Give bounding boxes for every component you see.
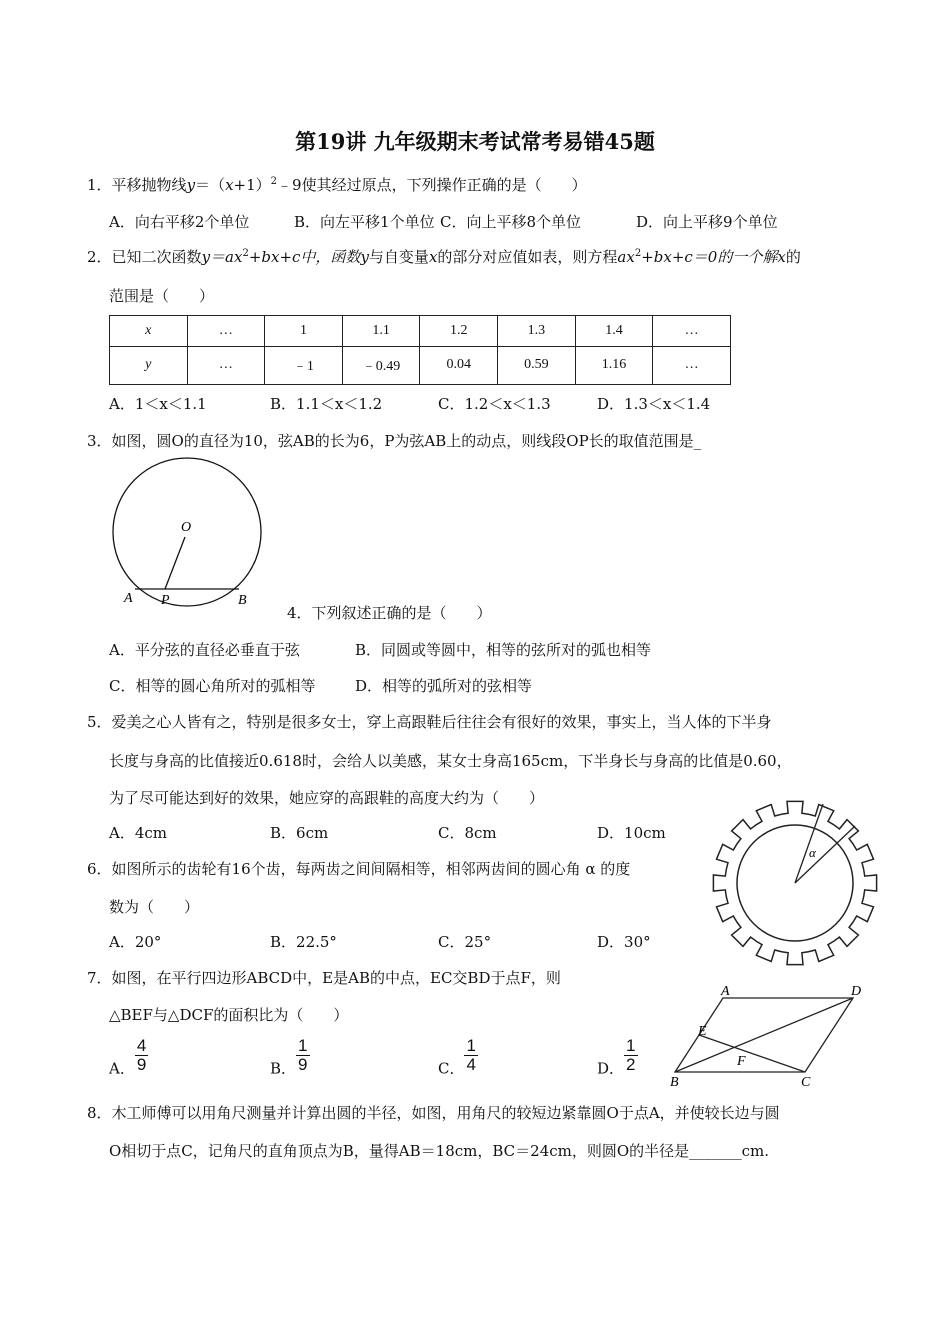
label-b: B [670,1075,679,1090]
q2-option-c[interactable]: C．1.2＜x＜1.3 [438,395,551,413]
formula: y＝ax [201,248,243,266]
fraction: $\frac{1}{9}$ [298,1036,308,1074]
var-x: x [777,248,786,266]
table-cell: 1.1 [342,316,420,347]
table-cell: ﹣0.49 [342,346,420,384]
formula-rest: +bx+c＝0的一个解 [641,248,778,266]
label-a: A [721,984,730,999]
q1-option-b[interactable]: B．向左平移1个单位 [294,213,435,231]
label-d: D [851,984,862,999]
question-5 [87,711,772,732]
question-5-line2: 长度与身高的比值接近0.618时，会给人以美感，某女士身高165cm，下半身长与身高的比值是0.60， [109,752,792,770]
q7-option-d[interactable]: D． $\frac{1}{2}$ [597,1036,636,1078]
question-text: ﹣9使其经过原点，下列操作正确的是（ ） [277,176,587,194]
question-6 [87,858,630,879]
question-text: 平移抛物线 [111,176,187,194]
q7-option-a[interactable]: A． $\frac{4}{9}$ [109,1036,147,1078]
table-cell: x [110,316,188,347]
q5-option-d[interactable]: D．10cm [597,824,666,842]
q5-option-a[interactable]: A．4cm [109,824,168,842]
q6-option-c[interactable]: C．25° [438,933,492,951]
table-cell: … [187,346,265,384]
label-b: B [238,593,247,608]
parallelogram-diagram [665,982,875,1092]
q6-option-a[interactable]: A．20° [109,933,162,951]
fraction: $\frac{1}{2}$ [626,1036,636,1074]
question-text: 已知二次函数 [111,248,202,266]
question-number: 1． [87,176,112,194]
table-cell: 1.4 [575,316,653,347]
q4-option-c[interactable]: C．相等的圆心角所对的弧相等 [109,677,316,695]
question-4 [287,602,492,623]
var-x: x [225,176,234,194]
table-cell: 1.16 [575,346,653,384]
q1-option-a[interactable]: A．向右平移2个单位 [109,213,250,231]
question-text: 如图，在平行四边形ABCD中，E是AB的中点，EC交BD于点F，则 [111,969,561,987]
question-7 [87,967,561,988]
question-number: 8． [87,1104,112,1122]
question-5-line3: 为了尽可能达到好的效果，她应穿的高跟鞋的高度大约为（ ） [109,789,545,807]
question-text: ＝（ [195,176,226,194]
formula: ax [617,248,635,266]
question-6-line2: 数为（ ） [109,898,200,916]
exponent: 2 [634,248,642,259]
label-p: P [161,593,170,608]
exponent: 2 [242,248,249,259]
label-alpha: α [809,845,816,860]
q2-option-d[interactable]: D．1.3＜x＜1.4 [597,395,711,413]
q4-option-d[interactable]: D．相等的弧所对的弦相等 [355,677,533,695]
question-number: 5． [87,713,112,731]
question-number: 4． [287,604,312,622]
question-text: 如图所示的齿轮有16个齿，每两齿之间间隔相等，相邻两齿间的圆心角 α 的度 [111,860,631,878]
page-title: 第19讲 九年级期末考试常考易错45题 [295,129,655,154]
question-number: 6． [87,860,112,878]
q4-option-b[interactable]: B．同圆或等圆中，相等的弦所对的弧也相等 [355,641,652,659]
table-cell: 0.59 [498,346,576,384]
var-y: y [186,176,196,194]
q6-option-b[interactable]: B．22.5° [270,933,337,951]
q1-option-c[interactable]: C．向上平移8个单位 [440,213,582,231]
question-8 [87,1102,780,1123]
q1-option-d[interactable]: D．向上平移9个单位 [636,213,778,231]
q7-option-c[interactable]: C． $\frac{1}{4}$ [438,1036,476,1078]
q6-option-d[interactable]: D．30° [597,933,651,951]
question-number: 7． [87,969,112,987]
question-text: 的 [785,248,801,266]
label-f: F [737,1054,746,1069]
value-table [109,315,731,385]
question-number: 3． [87,432,112,450]
question-text: 如图，圆O的直径为10，弦AB的长为6，P为弦AB上的动点，则线段OP长的取值范围是_ [111,432,702,450]
table-cell: … [653,316,731,347]
circle-diagram [105,455,280,610]
question-text: 与自变量 [368,248,429,266]
table-cell: … [653,346,731,384]
question-2-line2: 范围是（ ） [109,287,215,305]
table-cell: 1 [265,316,343,347]
question-text: 爱美之心人皆有之，特别是很多女士，穿上高跟鞋后往往会有很好的效果，事实上，当人体的下半身 [111,713,772,731]
table-row [110,316,731,347]
formula-rest: +bx+c中，函数 [248,248,361,266]
table-cell: y [110,346,188,384]
question-number: 2． [87,248,112,266]
q2-option-a[interactable]: A．1＜x＜1.1 [109,395,207,413]
label-o: O [181,520,192,535]
gear-diagram [705,795,885,975]
question-8-line2: O相切于点C，记角尺的直角顶点为B，量得AB＝18cm，BC＝24cm，则圆O的半径是_______cm. [109,1142,770,1160]
question-3 [87,430,701,451]
var-x: x [428,248,438,266]
question-text: +1） [233,176,271,194]
label-e: E [698,1024,707,1039]
fraction: $\frac{1}{4}$ [466,1036,476,1074]
question-2 [87,246,801,267]
q4-option-a[interactable]: A．平分弦的直径必垂直于弦 [109,641,300,659]
label-a: A [124,591,133,606]
table-row [110,346,731,384]
q5-option-c[interactable]: C．8cm [438,824,497,842]
q2-option-b[interactable]: B．1.1＜x＜1.2 [270,395,383,413]
table-cell: 1.2 [420,316,498,347]
question-7-line2: △BEF与△DCF的面积比为（ ） [109,1006,349,1024]
segment-op [165,537,185,589]
gear-radius-1 [795,804,823,883]
question-text: 木工师傅可以用角尺测量并计算出圆的半径，如图，用角尺的较短边紧靠圆O于点A，并使较长边与圆 [111,1104,780,1122]
exponent: 2 [270,176,278,187]
question-text: 的部分对应值如表，则方程 [437,248,618,266]
table-cell: 0.04 [420,346,498,384]
table-cell: 1.3 [498,316,576,347]
question-text: 下列叙述正确的是（ ） [311,604,492,622]
q7-option-b[interactable]: B． $\frac{1}{9}$ [270,1036,308,1078]
label-c: C [801,1075,811,1090]
var-y: y [360,248,369,266]
q5-option-b[interactable]: B．6cm [270,824,329,842]
fraction: $\frac{4}{9}$ [136,1036,147,1074]
table-cell: ﹣1 [265,346,343,384]
question-1 [87,174,587,195]
table-cell: … [187,316,265,347]
